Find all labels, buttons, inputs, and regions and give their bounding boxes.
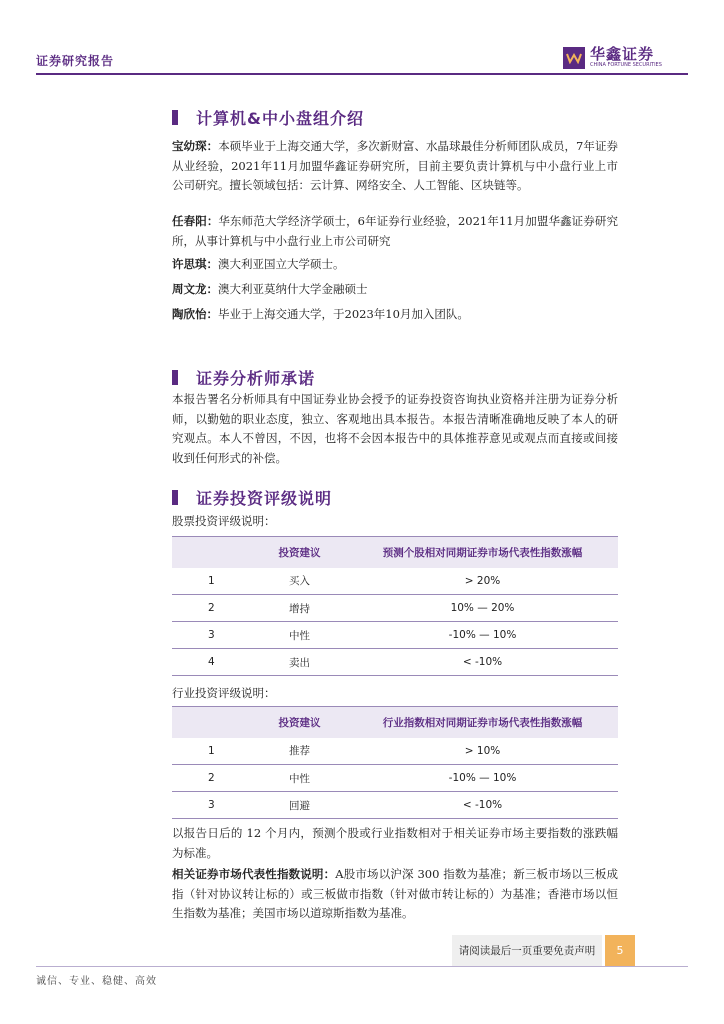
table-header-cell	[172, 707, 252, 738]
table-cell: 1	[172, 738, 252, 765]
section-commitment	[172, 366, 315, 389]
section-title-rating: 证券投资评级说明	[196, 489, 333, 508]
header-divider	[36, 73, 688, 75]
table-cell: < -10%	[347, 649, 618, 676]
member-name: 周文龙：	[172, 282, 218, 296]
table-row	[172, 792, 618, 819]
team-member-4	[172, 280, 618, 300]
table-cell: 中性	[252, 765, 347, 792]
table-cell: 4	[172, 649, 252, 676]
header-title: 证券研究报告	[36, 54, 115, 68]
disclaimer-notice: 请阅读最后一页重要免责声明	[452, 935, 602, 966]
member-name: 任春阳：	[172, 214, 219, 228]
logo-mark-icon	[563, 47, 585, 69]
table-header-cell: 投资建议	[252, 537, 347, 568]
table-cell: 2	[172, 595, 252, 622]
index-description	[172, 865, 618, 924]
table-header-row	[172, 537, 618, 568]
rating-note: 以报告日后的 12 个月内，预测个股或行业指数相对于相关证券市场主要指数的涨跌幅为标准。	[172, 826, 618, 860]
section-marker-icon	[172, 110, 178, 125]
table-cell: 卖出	[252, 649, 347, 676]
table-cell: 2	[172, 765, 252, 792]
member-name: 陶欣怡：	[172, 307, 218, 321]
index-text: A股市场以沪深 300 指数为基准；新三板市场以三板成指（针对协议转让标的）或三板做市指数（针对做市转让标的）为基准；香港市场以恒生指数为基准；美国市场以道琼斯指数为基准。	[172, 867, 618, 920]
table-cell: 3	[172, 792, 252, 819]
section-marker-icon	[172, 490, 178, 505]
table-header-cell: 行业指数相对同期证券市场代表性指数涨幅	[347, 707, 618, 738]
page-number: 5	[605, 935, 635, 966]
industry-rating-table	[172, 706, 618, 819]
table-cell: > 20%	[347, 568, 618, 595]
logo-en: CHINA FORTUNE SECURITIES	[590, 62, 662, 68]
table-row	[172, 649, 618, 676]
table-cell: 买入	[252, 568, 347, 595]
team-member-3	[172, 255, 618, 275]
table-cell: 3	[172, 622, 252, 649]
table-cell: -10% — 10%	[347, 622, 618, 649]
logo-cn: 华鑫证券	[590, 45, 655, 63]
table-cell: 回避	[252, 792, 347, 819]
team-member-5	[172, 305, 618, 325]
member-bio: 本硕毕业于上海交通大学，多次新财富、水晶球最佳分析师团队成员，7年证券从业经验，2021年11月加盟华鑫证券研究所，目前主要负责计算机与中小盘行业上市公司研究。擅长领域包括：云计算、网络安全、人工智能、区块链等。	[172, 139, 619, 192]
stock-rating-label: 股票投资评级说明：	[172, 514, 276, 528]
index-label: 相关证券市场代表性指数说明：	[172, 867, 336, 881]
table-cell: 1	[172, 568, 252, 595]
table-cell: < -10%	[347, 792, 618, 819]
member-name: 宝幼琛：	[172, 139, 219, 153]
member-bio: 澳大利亚国立大学硕士。	[218, 257, 345, 271]
table-header-cell	[172, 537, 252, 568]
section-marker-icon	[172, 370, 178, 385]
footer-slogan: 诚信、专业、稳健、高效	[36, 976, 157, 987]
table-header-cell: 投资建议	[252, 707, 347, 738]
commitment-text: 本报告署名分析师具有中国证券业协会授予的证券投资咨询执业资格并注册为证券分析师，以勤勉的职业态度，独立、客观地出具本报告。本报告清晰准确地反映了本人的研究观点。本人不曾因，不因，也将不会因本报告中的具体推荐意见或观点而直接或间接收到任何形式的补偿。	[172, 392, 618, 465]
section-title-commitment: 证券分析师承诺	[196, 369, 316, 388]
company-logo	[563, 46, 662, 69]
table-row	[172, 765, 618, 792]
footer-divider	[36, 966, 688, 967]
table-header-cell: 预测个股相对同期证券市场代表性指数涨幅	[347, 537, 618, 568]
section-title-team: 计算机&中小盘组介绍	[196, 109, 364, 128]
table-header-row	[172, 707, 618, 738]
team-member-2	[172, 212, 618, 251]
member-name: 许思琪：	[172, 257, 218, 271]
table-row	[172, 568, 618, 595]
member-bio: 毕业于上海交通大学，于2023年10月加入团队。	[218, 307, 469, 321]
stock-rating-table	[172, 536, 618, 676]
member-bio: 澳大利亚莫纳什大学金融硕士	[218, 282, 368, 296]
table-row	[172, 595, 618, 622]
section-team	[172, 106, 364, 129]
table-row	[172, 738, 618, 765]
section-rating	[172, 486, 332, 509]
table-cell: 推荐	[252, 738, 347, 765]
table-cell: 增持	[252, 595, 347, 622]
table-cell: > 10%	[347, 738, 618, 765]
table-cell: 10% — 20%	[347, 595, 618, 622]
member-bio: 华东师范大学经济学硕士，6年证券行业经验，2021年11月加盟华鑫证券研究所，从事计算机与中小盘行业上市公司研究	[172, 214, 618, 248]
table-cell: -10% — 10%	[347, 765, 618, 792]
industry-rating-label: 行业投资评级说明：	[172, 686, 276, 700]
team-member-1	[172, 137, 618, 196]
table-cell: 中性	[252, 622, 347, 649]
table-row	[172, 622, 618, 649]
